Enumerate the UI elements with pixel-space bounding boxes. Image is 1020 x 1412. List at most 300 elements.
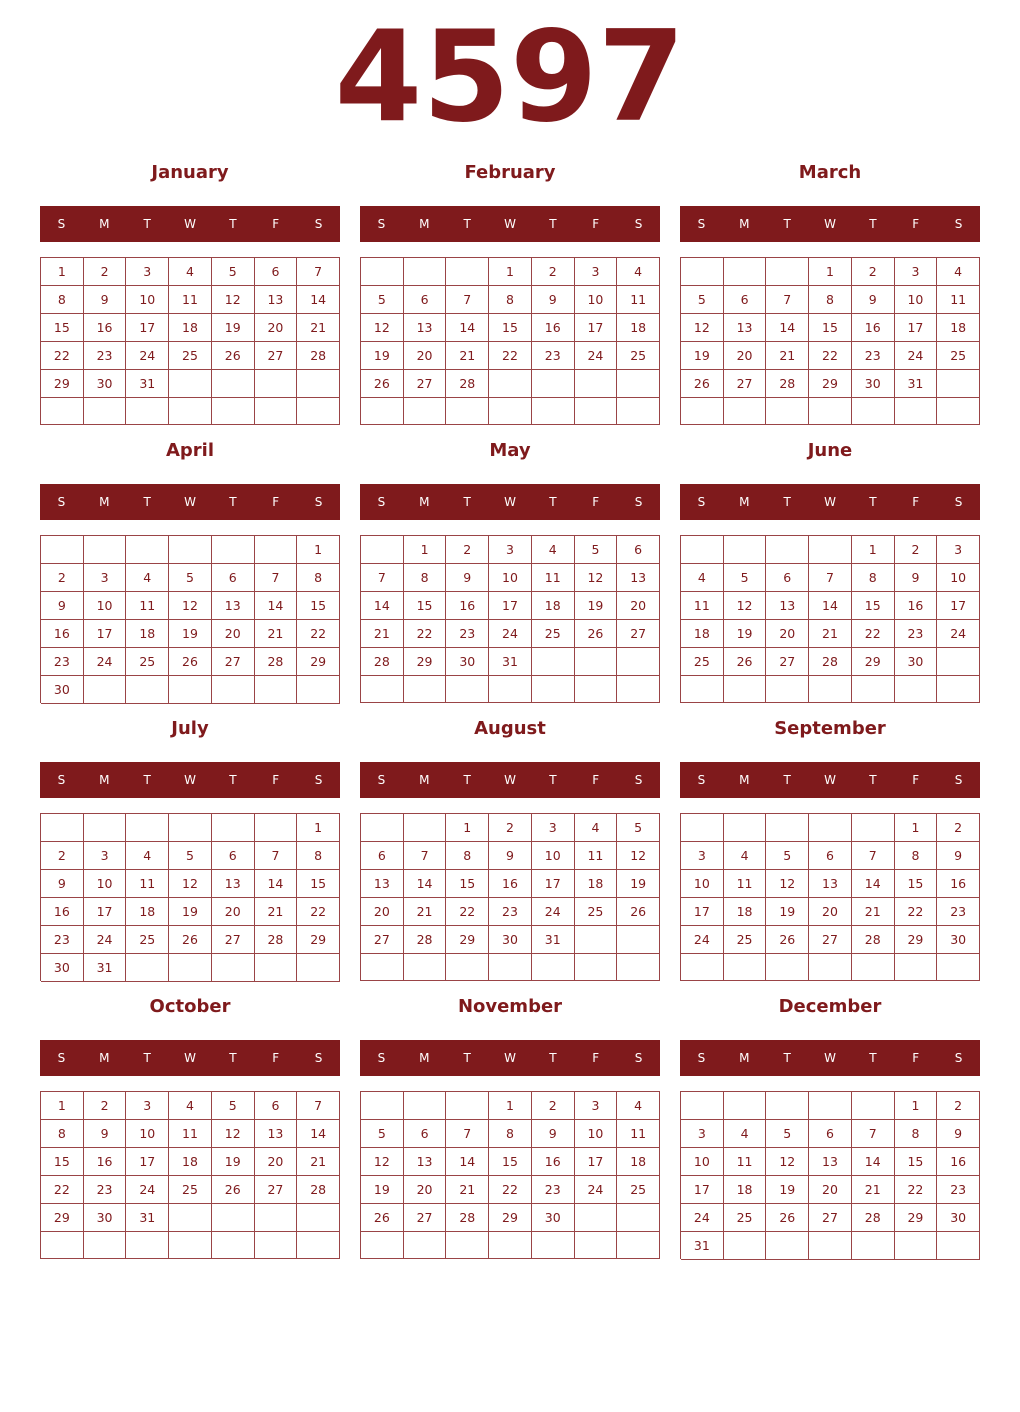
day-cell: 13 bbox=[617, 564, 660, 592]
day-cell: 20 bbox=[404, 1176, 447, 1204]
empty-day-cell bbox=[297, 398, 340, 425]
weekday-header bbox=[360, 1040, 660, 1076]
day-cell: 13 bbox=[255, 286, 298, 314]
day-cell: 1 bbox=[809, 258, 852, 286]
day-cell: 3 bbox=[681, 1120, 724, 1148]
day-cell: 14 bbox=[361, 592, 404, 620]
day-cell: 19 bbox=[361, 342, 404, 370]
empty-day-cell bbox=[169, 814, 212, 842]
day-cell: 20 bbox=[809, 1176, 852, 1204]
day-cell: 16 bbox=[446, 592, 489, 620]
day-cell: 18 bbox=[724, 1176, 767, 1204]
weekday-label: M bbox=[419, 217, 430, 231]
day-cell: 26 bbox=[169, 648, 212, 676]
day-cell: 26 bbox=[766, 926, 809, 954]
day-cell: 5 bbox=[169, 564, 212, 592]
day-cell: 8 bbox=[404, 564, 447, 592]
day-cell: 11 bbox=[575, 842, 618, 870]
day-cell: 18 bbox=[532, 592, 575, 620]
weekday-label: M bbox=[99, 773, 110, 787]
day-cell: 23 bbox=[489, 898, 532, 926]
day-cell: 29 bbox=[297, 648, 340, 676]
day-cell: 2 bbox=[937, 1092, 980, 1120]
empty-day-cell bbox=[84, 398, 127, 425]
day-cell: 17 bbox=[681, 898, 724, 926]
empty-day-cell bbox=[681, 398, 724, 425]
day-cell: 15 bbox=[489, 314, 532, 342]
day-cell: 23 bbox=[41, 926, 84, 954]
day-cell: 27 bbox=[212, 648, 255, 676]
year-title: 4597 bbox=[334, 3, 686, 150]
empty-day-cell bbox=[766, 398, 809, 425]
month-name: June bbox=[807, 440, 853, 461]
day-cell: 24 bbox=[937, 620, 980, 648]
day-cell: 3 bbox=[84, 842, 127, 870]
day-cell: 3 bbox=[895, 258, 938, 286]
empty-day-cell bbox=[297, 1204, 340, 1232]
empty-day-cell bbox=[895, 398, 938, 425]
weekday-label: S bbox=[697, 495, 706, 509]
day-cell: 2 bbox=[41, 564, 84, 592]
weekday-label: T bbox=[869, 495, 877, 509]
day-cell: 25 bbox=[126, 926, 169, 954]
weekday-label: T bbox=[463, 495, 471, 509]
day-cell: 13 bbox=[724, 314, 767, 342]
day-cell: 25 bbox=[575, 898, 618, 926]
day-cell: 10 bbox=[126, 1120, 169, 1148]
day-cell: 11 bbox=[617, 286, 660, 314]
weekday-label: T bbox=[229, 773, 237, 787]
day-cell: 7 bbox=[446, 1120, 489, 1148]
month-name: April bbox=[165, 440, 215, 461]
day-cell: 27 bbox=[255, 342, 298, 370]
day-cell: 6 bbox=[361, 842, 404, 870]
empty-day-cell bbox=[937, 954, 980, 981]
day-cell: 7 bbox=[361, 564, 404, 592]
weekday-header bbox=[680, 484, 980, 520]
empty-day-cell bbox=[724, 1232, 767, 1260]
weekday-label: S bbox=[697, 217, 706, 231]
empty-day-cell bbox=[212, 536, 255, 564]
day-cell: 6 bbox=[724, 286, 767, 314]
empty-day-cell bbox=[681, 1092, 724, 1120]
day-cell: 27 bbox=[617, 620, 660, 648]
day-cell: 14 bbox=[852, 1148, 895, 1176]
weekday-label: M bbox=[739, 1051, 750, 1065]
day-cell: 12 bbox=[212, 286, 255, 314]
day-cell: 15 bbox=[895, 870, 938, 898]
empty-day-cell bbox=[575, 648, 618, 676]
day-cell: 26 bbox=[766, 1204, 809, 1232]
day-cell: 10 bbox=[489, 564, 532, 592]
day-cell: 1 bbox=[404, 536, 447, 564]
day-cell: 22 bbox=[41, 342, 84, 370]
weekday-label: T bbox=[463, 773, 471, 787]
month-march bbox=[680, 158, 980, 428]
empty-day-cell bbox=[255, 954, 298, 982]
day-cell: 26 bbox=[724, 648, 767, 676]
empty-day-cell bbox=[681, 954, 724, 981]
day-cell: 4 bbox=[169, 258, 212, 286]
day-cell: 27 bbox=[724, 370, 767, 398]
empty-day-cell bbox=[404, 398, 447, 425]
day-cell: 5 bbox=[361, 286, 404, 314]
weekday-label: M bbox=[739, 217, 750, 231]
empty-day-cell bbox=[532, 648, 575, 676]
day-cell: 25 bbox=[169, 342, 212, 370]
day-cell: 30 bbox=[41, 676, 84, 704]
day-cell: 23 bbox=[84, 1176, 127, 1204]
day-cell: 9 bbox=[489, 842, 532, 870]
day-grid bbox=[40, 257, 340, 425]
empty-day-cell bbox=[446, 1232, 489, 1259]
day-cell: 27 bbox=[255, 1176, 298, 1204]
day-cell: 15 bbox=[852, 592, 895, 620]
day-cell: 5 bbox=[169, 842, 212, 870]
day-cell: 12 bbox=[617, 842, 660, 870]
empty-day-cell bbox=[895, 1232, 938, 1260]
day-cell: 24 bbox=[681, 926, 724, 954]
day-cell: 25 bbox=[681, 648, 724, 676]
day-cell: 15 bbox=[404, 592, 447, 620]
day-cell: 2 bbox=[895, 536, 938, 564]
day-cell: 28 bbox=[809, 648, 852, 676]
day-cell: 3 bbox=[489, 536, 532, 564]
day-cell: 4 bbox=[724, 1120, 767, 1148]
day-cell: 16 bbox=[937, 870, 980, 898]
day-cell: 30 bbox=[84, 370, 127, 398]
month-june bbox=[680, 436, 980, 706]
day-cell: 9 bbox=[446, 564, 489, 592]
empty-day-cell bbox=[681, 814, 724, 842]
day-cell: 7 bbox=[255, 842, 298, 870]
weekday-label: S bbox=[57, 217, 66, 231]
empty-day-cell bbox=[489, 398, 532, 425]
day-cell: 3 bbox=[532, 814, 575, 842]
day-cell: 19 bbox=[766, 898, 809, 926]
day-cell: 6 bbox=[255, 258, 298, 286]
day-cell: 25 bbox=[617, 342, 660, 370]
empty-day-cell bbox=[617, 370, 660, 398]
weekday-label: W bbox=[184, 217, 196, 231]
day-cell: 12 bbox=[212, 1120, 255, 1148]
empty-day-cell bbox=[212, 1204, 255, 1232]
weekday-label: T bbox=[783, 217, 791, 231]
weekday-label: T bbox=[783, 1051, 791, 1065]
day-cell: 4 bbox=[169, 1092, 212, 1120]
empty-day-cell bbox=[766, 536, 809, 564]
day-cell: 11 bbox=[169, 286, 212, 314]
day-cell: 29 bbox=[41, 370, 84, 398]
day-cell: 3 bbox=[126, 1092, 169, 1120]
day-cell: 29 bbox=[809, 370, 852, 398]
day-cell: 28 bbox=[446, 1204, 489, 1232]
day-cell: 6 bbox=[809, 842, 852, 870]
weekday-label: T bbox=[229, 1051, 237, 1065]
day-cell: 10 bbox=[575, 1120, 618, 1148]
day-cell: 25 bbox=[126, 648, 169, 676]
empty-day-cell bbox=[724, 676, 767, 703]
empty-day-cell bbox=[489, 954, 532, 981]
weekday-label: S bbox=[377, 1051, 386, 1065]
day-cell: 12 bbox=[361, 314, 404, 342]
empty-day-cell bbox=[724, 814, 767, 842]
weekday-label: S bbox=[377, 495, 386, 509]
empty-day-cell bbox=[766, 258, 809, 286]
empty-day-cell bbox=[41, 1232, 84, 1259]
day-cell: 17 bbox=[937, 592, 980, 620]
day-cell: 24 bbox=[575, 342, 618, 370]
day-cell: 9 bbox=[41, 870, 84, 898]
empty-day-cell bbox=[617, 1204, 660, 1232]
day-cell: 27 bbox=[212, 926, 255, 954]
weekday-label: W bbox=[824, 1051, 836, 1065]
day-cell: 8 bbox=[41, 1120, 84, 1148]
weekday-label: M bbox=[419, 1051, 430, 1065]
day-cell: 5 bbox=[766, 842, 809, 870]
day-cell: 9 bbox=[84, 1120, 127, 1148]
empty-day-cell bbox=[41, 398, 84, 425]
empty-day-cell bbox=[575, 398, 618, 425]
day-cell: 17 bbox=[84, 620, 127, 648]
empty-day-cell bbox=[169, 1204, 212, 1232]
day-cell: 4 bbox=[126, 842, 169, 870]
day-cell: 4 bbox=[617, 258, 660, 286]
day-cell: 22 bbox=[446, 898, 489, 926]
day-cell: 14 bbox=[255, 592, 298, 620]
day-cell: 8 bbox=[297, 842, 340, 870]
day-cell: 14 bbox=[766, 314, 809, 342]
day-cell: 4 bbox=[126, 564, 169, 592]
day-cell: 18 bbox=[126, 620, 169, 648]
weekday-label: W bbox=[504, 773, 516, 787]
empty-day-cell bbox=[446, 398, 489, 425]
day-cell: 16 bbox=[84, 1148, 127, 1176]
day-cell: 24 bbox=[489, 620, 532, 648]
day-cell: 6 bbox=[617, 536, 660, 564]
day-cell: 20 bbox=[212, 898, 255, 926]
day-cell: 31 bbox=[84, 954, 127, 982]
day-cell: 10 bbox=[681, 870, 724, 898]
day-cell: 26 bbox=[361, 370, 404, 398]
day-cell: 14 bbox=[404, 870, 447, 898]
day-cell: 14 bbox=[297, 286, 340, 314]
empty-day-cell bbox=[404, 258, 447, 286]
day-cell: 13 bbox=[361, 870, 404, 898]
month-name: January bbox=[151, 162, 229, 183]
day-cell: 7 bbox=[852, 842, 895, 870]
day-cell: 28 bbox=[852, 1204, 895, 1232]
day-cell: 7 bbox=[404, 842, 447, 870]
weekday-label: T bbox=[463, 1051, 471, 1065]
day-cell: 31 bbox=[126, 370, 169, 398]
day-cell: 26 bbox=[212, 342, 255, 370]
day-cell: 23 bbox=[852, 342, 895, 370]
day-cell: 1 bbox=[895, 1092, 938, 1120]
month-october bbox=[40, 992, 340, 1262]
day-cell: 2 bbox=[446, 536, 489, 564]
weekday-label: F bbox=[272, 773, 280, 787]
empty-day-cell bbox=[532, 1232, 575, 1259]
day-cell: 6 bbox=[255, 1092, 298, 1120]
day-cell: 15 bbox=[41, 1148, 84, 1176]
day-cell: 13 bbox=[212, 592, 255, 620]
weekday-label: W bbox=[184, 1051, 196, 1065]
weekday-label: M bbox=[739, 773, 750, 787]
day-cell: 17 bbox=[575, 1148, 618, 1176]
day-cell: 17 bbox=[895, 314, 938, 342]
empty-day-cell bbox=[361, 676, 404, 703]
weekday-label: M bbox=[99, 495, 110, 509]
empty-day-cell bbox=[404, 1232, 447, 1259]
day-cell: 6 bbox=[809, 1120, 852, 1148]
day-cell: 20 bbox=[404, 342, 447, 370]
month-name: July bbox=[171, 718, 209, 739]
empty-day-cell bbox=[446, 258, 489, 286]
empty-day-cell bbox=[212, 1232, 255, 1259]
weekday-header bbox=[360, 762, 660, 798]
empty-day-cell bbox=[532, 370, 575, 398]
day-cell: 1 bbox=[489, 258, 532, 286]
empty-day-cell bbox=[809, 954, 852, 981]
empty-day-cell bbox=[169, 536, 212, 564]
day-cell: 27 bbox=[361, 926, 404, 954]
empty-day-cell bbox=[852, 1092, 895, 1120]
day-cell: 21 bbox=[255, 898, 298, 926]
day-cell: 10 bbox=[937, 564, 980, 592]
day-cell: 19 bbox=[575, 592, 618, 620]
day-cell: 20 bbox=[724, 342, 767, 370]
weekday-header bbox=[40, 206, 340, 242]
empty-day-cell bbox=[489, 676, 532, 703]
weekday-label: T bbox=[549, 495, 557, 509]
weekday-label: M bbox=[99, 1051, 110, 1065]
empty-day-cell bbox=[212, 954, 255, 982]
day-cell: 29 bbox=[297, 926, 340, 954]
empty-day-cell bbox=[617, 398, 660, 425]
empty-day-cell bbox=[41, 536, 84, 564]
day-cell: 10 bbox=[126, 286, 169, 314]
day-cell: 12 bbox=[681, 314, 724, 342]
day-cell: 28 bbox=[255, 648, 298, 676]
empty-day-cell bbox=[361, 1232, 404, 1259]
empty-day-cell bbox=[297, 1232, 340, 1259]
empty-day-cell bbox=[489, 1232, 532, 1259]
weekday-label: W bbox=[184, 495, 196, 509]
month-name: September bbox=[774, 718, 886, 739]
day-cell: 17 bbox=[126, 1148, 169, 1176]
day-cell: 31 bbox=[895, 370, 938, 398]
empty-day-cell bbox=[532, 954, 575, 981]
day-cell: 28 bbox=[852, 926, 895, 954]
weekday-label: S bbox=[954, 773, 963, 787]
empty-day-cell bbox=[681, 536, 724, 564]
day-cell: 5 bbox=[212, 258, 255, 286]
day-cell: 19 bbox=[617, 870, 660, 898]
day-cell: 29 bbox=[895, 1204, 938, 1232]
weekday-label: S bbox=[634, 217, 643, 231]
empty-day-cell bbox=[809, 1092, 852, 1120]
day-cell: 7 bbox=[809, 564, 852, 592]
day-cell: 9 bbox=[852, 286, 895, 314]
day-cell: 10 bbox=[681, 1148, 724, 1176]
empty-day-cell bbox=[766, 814, 809, 842]
day-cell: 21 bbox=[809, 620, 852, 648]
weekday-label: F bbox=[592, 773, 600, 787]
empty-day-cell bbox=[404, 814, 447, 842]
day-cell: 3 bbox=[575, 258, 618, 286]
day-cell: 1 bbox=[297, 814, 340, 842]
month-name: December bbox=[778, 996, 882, 1017]
empty-day-cell bbox=[766, 1092, 809, 1120]
day-cell: 23 bbox=[532, 342, 575, 370]
weekday-label: S bbox=[634, 495, 643, 509]
day-cell: 28 bbox=[297, 342, 340, 370]
empty-day-cell bbox=[446, 1092, 489, 1120]
empty-day-cell bbox=[766, 954, 809, 981]
day-cell: 6 bbox=[404, 1120, 447, 1148]
weekday-label: S bbox=[954, 217, 963, 231]
day-cell: 31 bbox=[489, 648, 532, 676]
day-cell: 20 bbox=[809, 898, 852, 926]
empty-day-cell bbox=[852, 814, 895, 842]
day-cell: 9 bbox=[84, 286, 127, 314]
weekday-label: S bbox=[57, 773, 66, 787]
empty-day-cell bbox=[532, 398, 575, 425]
month-name: May bbox=[489, 440, 531, 461]
empty-day-cell bbox=[937, 648, 980, 676]
day-cell: 19 bbox=[169, 620, 212, 648]
day-cell: 25 bbox=[617, 1176, 660, 1204]
day-cell: 18 bbox=[724, 898, 767, 926]
day-cell: 14 bbox=[852, 870, 895, 898]
day-cell: 17 bbox=[126, 314, 169, 342]
day-cell: 8 bbox=[895, 842, 938, 870]
day-cell: 11 bbox=[126, 870, 169, 898]
empty-day-cell bbox=[255, 676, 298, 704]
weekday-label: S bbox=[377, 217, 386, 231]
weekday-label: W bbox=[824, 495, 836, 509]
weekday-label: S bbox=[314, 217, 323, 231]
day-cell: 4 bbox=[724, 842, 767, 870]
day-cell: 22 bbox=[489, 342, 532, 370]
empty-day-cell bbox=[617, 648, 660, 676]
day-cell: 22 bbox=[41, 1176, 84, 1204]
day-cell: 9 bbox=[937, 1120, 980, 1148]
empty-day-cell bbox=[617, 676, 660, 703]
day-grid bbox=[360, 813, 660, 981]
day-cell: 15 bbox=[297, 592, 340, 620]
weekday-header bbox=[680, 206, 980, 242]
empty-day-cell bbox=[361, 258, 404, 286]
day-cell: 15 bbox=[809, 314, 852, 342]
day-cell: 25 bbox=[532, 620, 575, 648]
day-cell: 24 bbox=[84, 926, 127, 954]
day-cell: 17 bbox=[84, 898, 127, 926]
day-cell: 24 bbox=[895, 342, 938, 370]
month-name: October bbox=[149, 996, 231, 1017]
empty-day-cell bbox=[404, 954, 447, 981]
weekday-label: T bbox=[143, 495, 151, 509]
empty-day-cell bbox=[361, 814, 404, 842]
weekday-label: S bbox=[377, 773, 386, 787]
day-cell: 3 bbox=[126, 258, 169, 286]
day-cell: 6 bbox=[212, 564, 255, 592]
day-cell: 2 bbox=[84, 1092, 127, 1120]
empty-day-cell bbox=[169, 398, 212, 425]
weekday-label: T bbox=[143, 773, 151, 787]
day-cell: 5 bbox=[681, 286, 724, 314]
